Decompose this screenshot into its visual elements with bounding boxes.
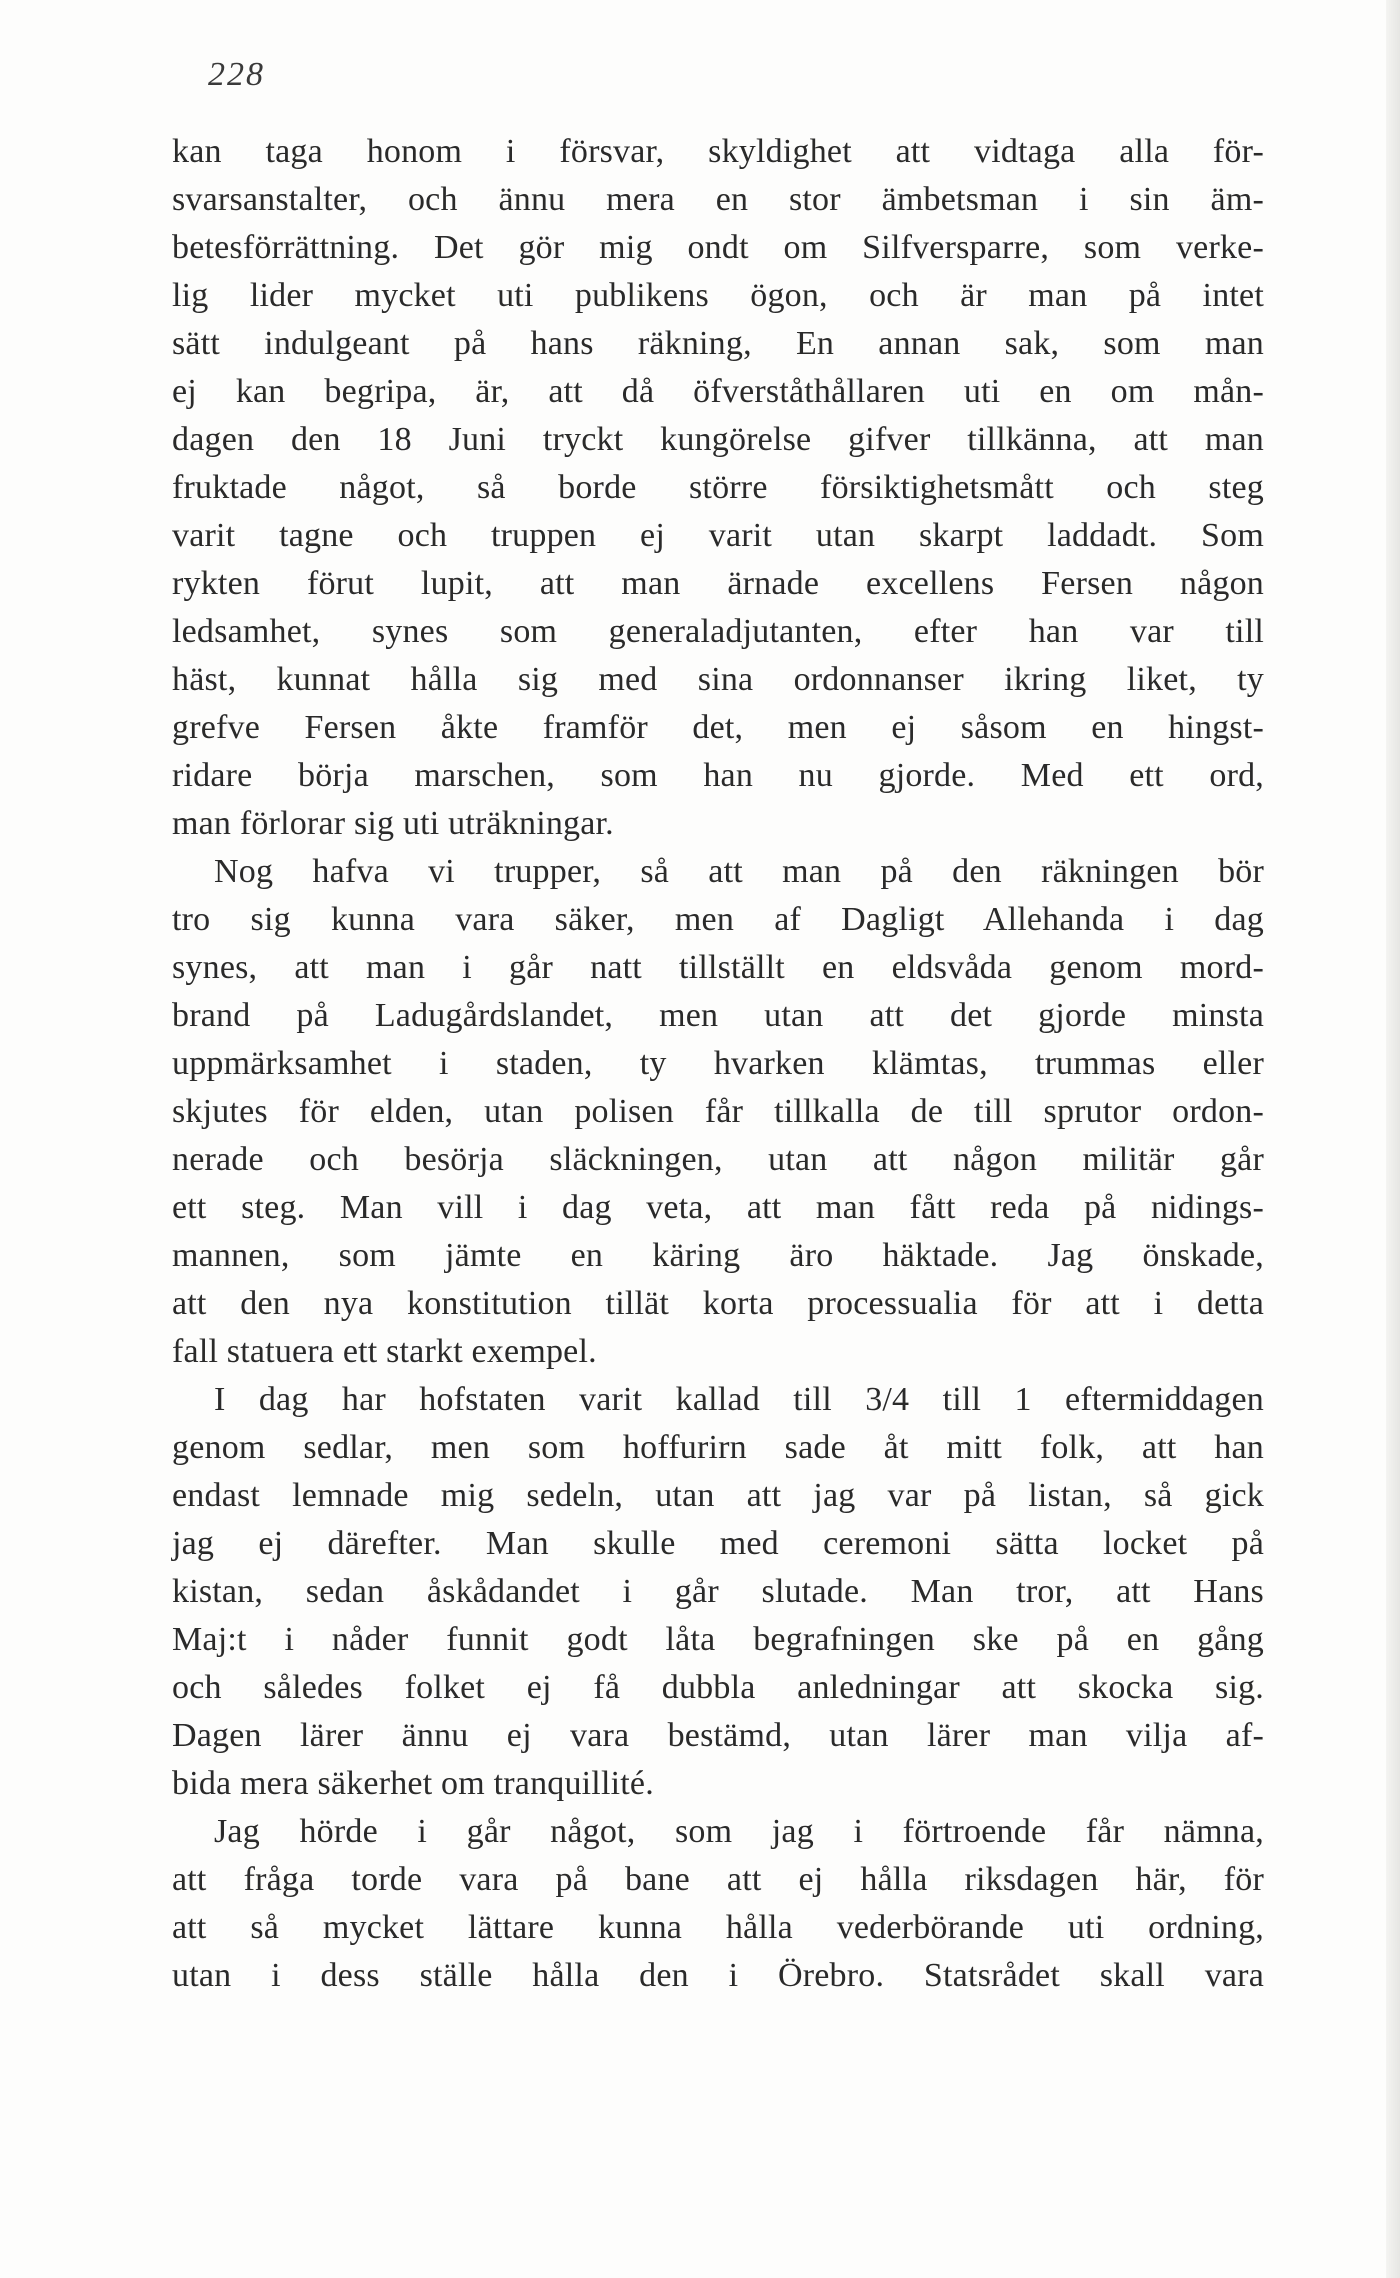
text-line: nerade och besörja släckningen, utan att någon militär går: [172, 1141, 1264, 1178]
paragraph: [172, 1808, 1264, 2000]
text-line: sätt indulgeant på hans räkning, En annan sak, som man: [172, 325, 1264, 362]
text-line: lig lider mycket uti publikens ögon, och är man på intet: [172, 277, 1264, 314]
text-line: skjutes för elden, utan polisen får tillkalla de till sprutor ordon-: [172, 1093, 1264, 1130]
text-line: grefve Fersen åkte framför det, men ej såsom en hingst-: [172, 709, 1264, 746]
page-number: 228: [208, 56, 265, 93]
text-line: man förlorar sig uti uträkningar.: [172, 805, 614, 842]
text-line: att så mycket lättare kunna hålla vederbörande uti ordning,: [172, 1909, 1264, 1946]
text-line: genom sedlar, men som hoffurirn sade åt mitt folk, att han: [172, 1429, 1264, 1466]
text-line: att den nya konstitution tillät korta processualia för att i detta: [172, 1285, 1264, 1322]
text-line: endast lemnade mig sedeln, utan att jag var på listan, så gick: [172, 1477, 1264, 1514]
text-line: svarsanstalter, och ännu mera en stor ämbetsman i sin äm-: [172, 181, 1264, 218]
text-line: ridare börja marschen, som han nu gjorde. Med ett ord,: [172, 757, 1264, 794]
text-line: betesförrättning. Det gör mig ondt om Silfversparre, som verke-: [172, 229, 1264, 266]
text-line: mannen, som jämte en käring äro häktade. Jag önskade,: [172, 1237, 1264, 1274]
text-line: synes, att man i går natt tillställt en eldsvåda genom mord-: [172, 949, 1264, 986]
text-line: Nog hafva vi trupper, så att man på den räkningen bör: [214, 853, 1264, 890]
text-line: I dag har hofstaten varit kallad till 3/4 till 1 eftermiddagen: [214, 1381, 1264, 1418]
text-line: uppmärksamhet i staden, ty hvarken klämtas, trummas eller: [172, 1045, 1264, 1082]
text-line: och således folket ej få dubbla anledningar att skocka sig.: [172, 1669, 1264, 1706]
text-line: fall statuera ett starkt exempel.: [172, 1333, 597, 1370]
text-line: Maj:t i nåder funnit godt låta begrafningen ske på en gång: [172, 1621, 1264, 1658]
text-line: Dagen lärer ännu ej vara bestämd, utan lärer man vilja af-: [172, 1717, 1264, 1754]
text-line: dagen den 18 Juni tryckt kungörelse gifver tillkänna, att man: [172, 421, 1264, 458]
text-line: att fråga torde vara på bane att ej hålla riksdagen här, för: [172, 1861, 1264, 1898]
text-line: rykten förut lupit, att man ärnade excellens Fersen någon: [172, 565, 1264, 602]
text-line: häst, kunnat hålla sig med sina ordonnanser ikring liket, ty: [172, 661, 1264, 698]
text-line: kan taga honom i försvar, skyldighet att vidtaga alla för-: [172, 133, 1264, 170]
text-line: tro sig kunna vara säker, men af Dagligt Allehanda i dag: [172, 901, 1264, 938]
text-line: jag ej därefter. Man skulle med ceremoni sätta locket på: [172, 1525, 1264, 1562]
text-line: Jag hörde i går något, som jag i förtroende får nämna,: [214, 1813, 1264, 1850]
text-line: ledsamhet, synes som generaladjutanten, efter han var till: [172, 613, 1264, 650]
text-line: bida mera säkerhet om tranquillité.: [172, 1765, 654, 1802]
paragraph: [172, 848, 1264, 1376]
text-line: kistan, sedan åskådandet i går slutade. Man tror, att Hans: [172, 1573, 1264, 1610]
page-edge-shadow: [1386, 0, 1400, 2278]
text-line: ett steg. Man vill i dag veta, att man fått reda på nidings-: [172, 1189, 1264, 1226]
text-line: utan i dess ställe hålla den i Örebro. Statsrådet skall vara: [172, 1957, 1264, 1994]
text-line: fruktade något, så borde större försiktighetsmått och steg: [172, 469, 1264, 506]
paragraph: [172, 1376, 1264, 1808]
paragraph: [172, 128, 1264, 848]
body-text: [172, 128, 1264, 2000]
text-line: brand på Ladugårdslandet, men utan att det gjorde minsta: [172, 997, 1264, 1034]
text-line: ej kan begripa, är, att då öfverståthållaren uti en om mån-: [172, 373, 1264, 410]
text-line: varit tagne och truppen ej varit utan skarpt laddadt. Som: [172, 517, 1264, 554]
